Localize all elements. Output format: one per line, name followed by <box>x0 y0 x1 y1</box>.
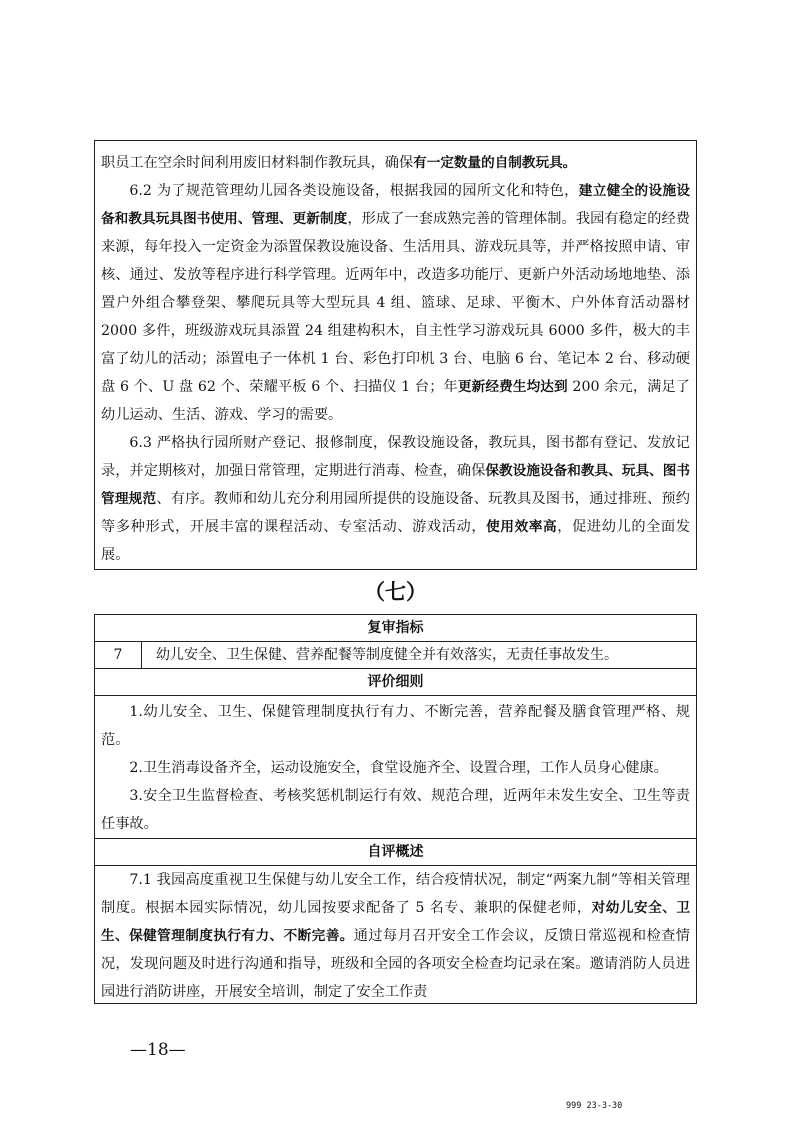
section-title: （七） <box>364 579 427 604</box>
detail-item-3: 3.安全卫生监督检查、考核奖惩机制运行有效、规范合理，近两年未发生安全、卫生等责任事故。 <box>101 788 690 832</box>
review-table <box>94 614 697 1004</box>
paragraph-7-1: 7.1 我园高度重视卫生保健与幼儿安全工作，结合疫情状况，制定“两案九制”等相关管理制度。根据本园实际情况，幼儿园按要求配备了 5 名专、兼职的保健老师，对幼儿安全、卫生、保健管理制度执行有力、不断完善。通过每月召开安全工作会议，反馈日常巡视和检查情况，发现问题及时进行沟通和指导，班级和全园的各项安全检查均记录在案。邀请消防人员进园进行消防讲座，开展安全培训，制定了安全工作责 <box>101 872 690 1000</box>
bold-emphasis: 建立健全的设施设备和教具玩具图书使用、管理、更新制度 <box>101 183 691 227</box>
bold-emphasis: 更新经费生均达到 <box>457 379 568 395</box>
paragraph-continued: 职员工在空余时间利用废旧材料制作教玩具，确保有一定数量的自制教玩具。 <box>101 155 577 171</box>
bold-emphasis: 对幼儿安全、卫生、保健管理制度执行有力、不断完善。 <box>101 900 690 944</box>
continued-text-box <box>94 140 697 570</box>
index-number: 7 <box>95 642 142 668</box>
bold-emphasis: 保教设施设备和教具、玩具、图书管理规范 <box>101 463 690 507</box>
print-stamp: 999 23-3-30 <box>566 1101 623 1111</box>
bold-emphasis: 有一定数量的自制教玩具。 <box>413 155 577 171</box>
paragraph-6-3: 6.3 严格执行园所财产登记、报修制度，保教设施设备，教玩具，图书都有登记、发放记录，并定期核对，加强日常管理，定期进行消毒、检查，确保保教设施设备和教具、玩具、图书管理规范、有序。教师和幼儿充分利用园所提供的设施设备、玩教具及图书，通过排班、预约等多种形式，开展丰富的课程活动、专室活动、游戏活动，使用效率高，促进幼儿的全面发展。 <box>101 435 690 563</box>
detail-item-2: 2.卫生消毒设备齐全，运动设施安全，食堂设施齐全、设置合理，工作人员身心健康。 <box>129 760 668 776</box>
index-row <box>95 642 696 668</box>
header-evaluation-detail: 评价细则 <box>95 668 696 696</box>
paragraph-6-2: 6.2 为了规范管理幼儿园各类设施设备，根据我园的园所文化和特色，建立健全的设施设备和教具玩具图书使用、管理、更新制度，形成了一套成熟完善的管理体制。我园有稳定的经费来源，每年投入一定资金为添置保教设施设备、生活用具、游戏玩具等，并严格按照申请、审核、通过、发放等程序进行科学管理。近两年中，改造多功能厅、更新户外活动场地地垫、添置户外组合攀登架、攀爬玩具等大型玩具 4 组、篮球、足球、平衡木、户外体育活动器材 2000 多件，班级游戏玩具添置 24 组建构积木，自主性学习游戏玩具 6000 多件，极大的丰富了幼儿的活动；添置电子一体机 1 台、彩色打印机 3 台、电脑 6 台、笔记本 2 台、移动硬盘 6 个、U 盘 62 个、荣耀平板 6 个、扫描仪 1 台；年更新经费生均达到 200 余元，满足了幼儿运动、生活、游戏、学习的需要。 <box>101 183 691 423</box>
page-number: —18— <box>130 1040 186 1060</box>
detail-list <box>95 696 696 838</box>
header-self-evaluation: 自评概述 <box>95 838 696 866</box>
header-review-index: 复审指标 <box>95 615 696 642</box>
detail-item-1: 1.幼儿安全、卫生、保健管理制度执行有力、不断完善，营养配餐及膳食管理严格、规范。 <box>101 704 690 748</box>
index-text: 幼儿安全、卫生保健、营养配餐等制度健全并有效落实，无责任事故发生。 <box>156 647 618 663</box>
bold-emphasis: 使用效率高 <box>486 519 558 535</box>
